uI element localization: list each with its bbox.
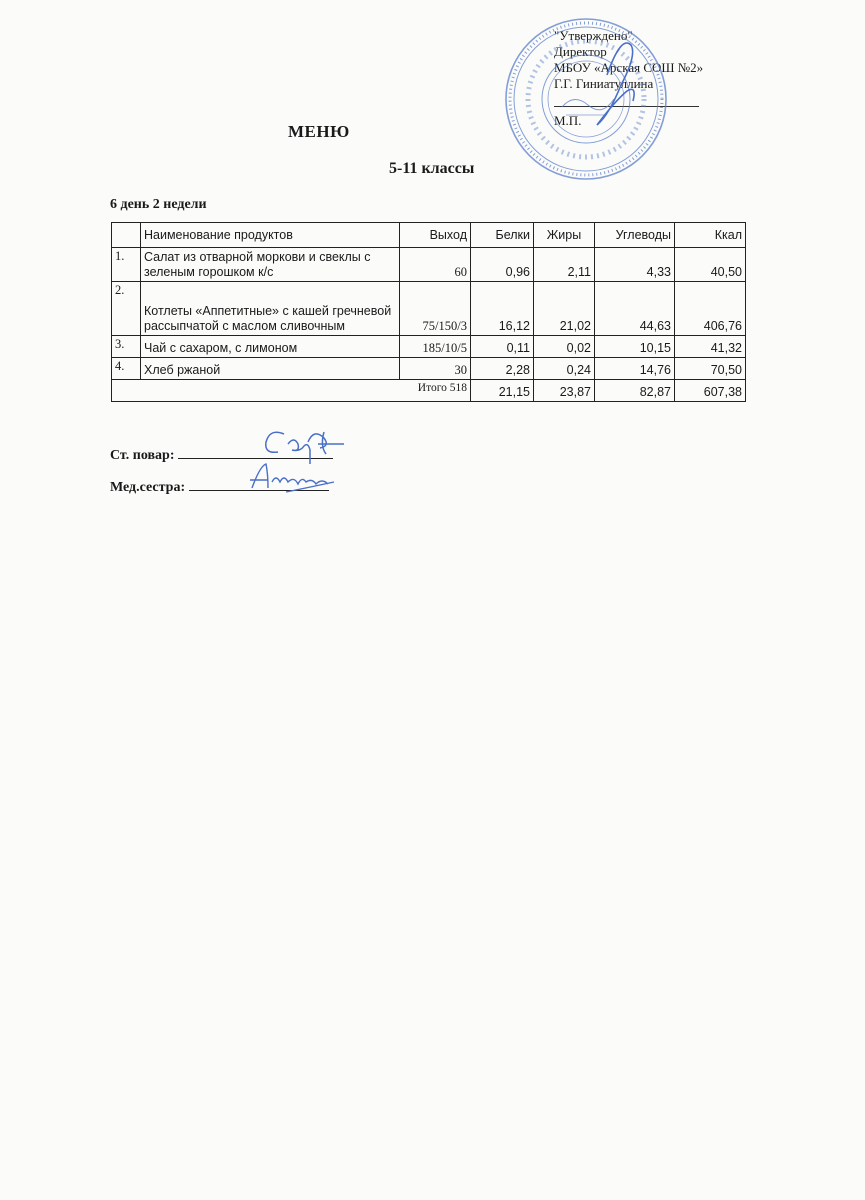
row-protein: 0,11 — [471, 336, 534, 358]
table-row — [112, 358, 746, 380]
row-name: Котлеты «Аппетитные» с кашей гречневой рассыпчатой с маслом сливочным — [141, 282, 400, 336]
nurse-signature-scribble — [246, 458, 346, 500]
row-kcal: 41,32 — [675, 336, 746, 358]
table-row — [112, 282, 746, 336]
row-name: Хлеб ржаной — [141, 358, 400, 380]
row-index: 2. — [112, 282, 141, 336]
header-fat: Жиры — [534, 223, 595, 248]
page-subtitle-grades: 5-11 классы — [389, 160, 475, 177]
row-yield: 75/150/3 — [400, 282, 471, 336]
row-index: 3. — [112, 336, 141, 358]
total-fat: 23,87 — [534, 380, 595, 402]
header-kcal: Ккал — [675, 223, 746, 248]
row-carbs: 10,15 — [595, 336, 675, 358]
row-kcal: 406,76 — [675, 282, 746, 336]
director-signature-scribble — [597, 43, 634, 125]
row-name: Чай с сахаром, с лимоном — [141, 336, 400, 358]
total-label: Итого 518 — [112, 380, 471, 402]
school-seal-stamp — [502, 15, 670, 183]
row-carbs: 14,76 — [595, 358, 675, 380]
row-kcal: 40,50 — [675, 248, 746, 282]
total-kcal: 607,38 — [675, 380, 746, 402]
row-protein: 2,28 — [471, 358, 534, 380]
row-protein: 0,96 — [471, 248, 534, 282]
row-index: 1. — [112, 248, 141, 282]
menu-table — [111, 222, 746, 402]
approval-position: Директор — [554, 44, 607, 59]
table-row — [112, 336, 746, 358]
total-carbs: 82,87 — [595, 380, 675, 402]
nurse-label: Мед.сестра: — [110, 480, 186, 495]
approval-director-name: Г.Г. Гиниатуллина — [554, 76, 654, 91]
header-protein: Белки — [471, 223, 534, 248]
cook-label: Ст. повар: — [110, 448, 175, 463]
approval-organization: МБОУ «Арская СОШ №2» — [554, 60, 704, 75]
row-protein: 16,12 — [471, 282, 534, 336]
row-yield: 30 — [400, 358, 471, 380]
approval-caption: "Утверждено" — [554, 28, 633, 43]
row-carbs: 4,33 — [595, 248, 675, 282]
row-fat: 21,02 — [534, 282, 595, 336]
row-fat: 0,24 — [534, 358, 595, 380]
row-fat: 2,11 — [534, 248, 595, 282]
table-total-row — [112, 380, 746, 402]
row-kcal: 70,50 — [675, 358, 746, 380]
header-yield: Выход — [400, 223, 471, 248]
row-name: Салат из отварной моркови и свеклы с зеленым горошком к/с — [141, 248, 400, 282]
row-index: 4. — [112, 358, 141, 380]
row-fat: 0,02 — [534, 336, 595, 358]
approval-seal-label: М.П. — [554, 113, 582, 128]
total-protein: 21,15 — [471, 380, 534, 402]
header-name: Наименование продуктов — [141, 223, 400, 248]
row-carbs: 44,63 — [595, 282, 675, 336]
table-header-row — [112, 223, 746, 248]
header-index-cell — [112, 223, 141, 248]
header-carbs: Углеводы — [595, 223, 675, 248]
table-row — [112, 248, 746, 282]
row-yield: 185/10/5 — [400, 336, 471, 358]
row-yield: 60 — [400, 248, 471, 282]
page-title: МЕНЮ — [288, 122, 350, 141]
menu-day-label: 6 день 2 недели — [110, 197, 207, 212]
